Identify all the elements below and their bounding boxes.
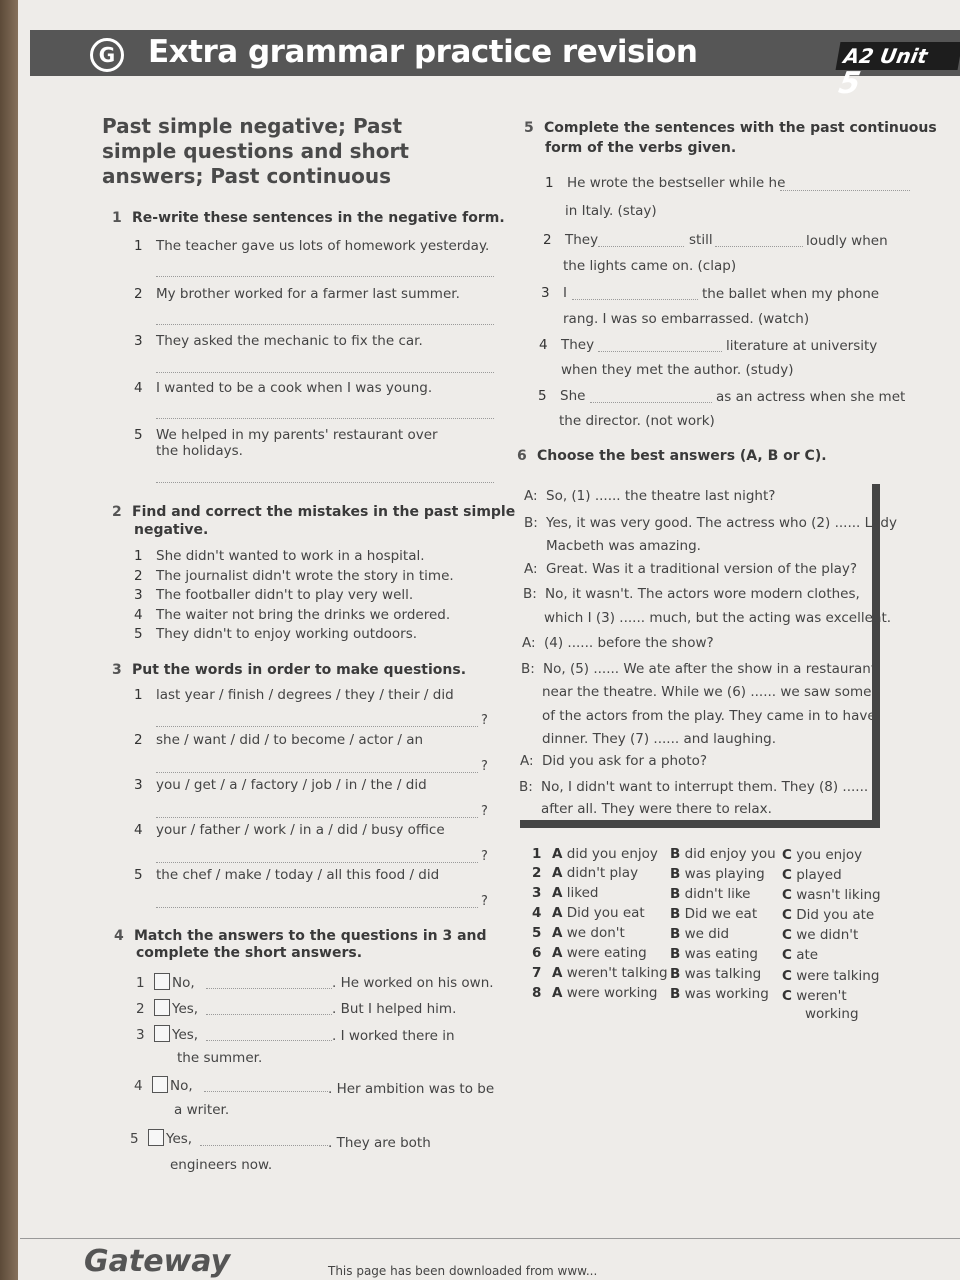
answer-line[interactable] xyxy=(156,817,478,818)
option-c[interactable]: C played xyxy=(782,867,842,883)
dialog-line: A: Did you ask for a photo? xyxy=(520,753,708,769)
ex5-item-tail: literature at university xyxy=(726,338,878,354)
ex3-instruction: Put the words in order to make questions. xyxy=(132,662,467,678)
options-row: 1 A did you enjoy xyxy=(532,846,658,862)
answer-line[interactable] xyxy=(156,324,494,325)
ex1-item-text: My brother worked for a farmer last summer. xyxy=(156,286,460,302)
dialog-line: A: So, (1) ...... the theatre last night? xyxy=(524,488,776,504)
ex4-item-tail: . I worked there in xyxy=(332,1028,455,1044)
unit-badge xyxy=(836,42,960,101)
ex3-item-text: the chef / make / today / all this food / did xyxy=(156,867,440,883)
option-c[interactable]: C were talking xyxy=(782,968,880,984)
options-row: 3 A liked xyxy=(532,885,599,901)
ex5-item-cont: rang. I was so embarrassed. (watch) xyxy=(563,311,810,327)
option-c[interactable]: C you enjoy xyxy=(782,847,863,863)
ex2-item: 3 The footballer didn't to play very well. xyxy=(134,587,414,603)
options-row: 4 A Did you eat xyxy=(532,905,645,921)
ex2-item-text: The waiter not bring the drinks we ordered. xyxy=(156,607,451,623)
ex2-item: 5 They didn't to enjoy working outdoors. xyxy=(134,626,418,642)
answer-line[interactable] xyxy=(200,1145,328,1146)
ex1-item: 3 They asked the mechanic to fix the car. xyxy=(134,333,423,349)
ex2-item: 4 The waiter not bring the drinks we ordered. xyxy=(134,607,451,623)
ex5-item: 2 They xyxy=(543,232,599,248)
option-c[interactable]: C ate xyxy=(782,947,819,963)
ex4-item-tail: . But I helped him. xyxy=(332,1001,457,1017)
answer-line[interactable] xyxy=(206,988,332,989)
ex4-item: 2 Yes, xyxy=(136,1001,199,1017)
options-row: 5 A we don't xyxy=(532,925,625,941)
ex6-heading xyxy=(517,448,827,465)
ex3-item-text: you / get / a / factory / job / in / the / did xyxy=(156,777,427,793)
ex4-instruction: Match the answers to the questions in 3 and xyxy=(134,928,487,944)
dialog-line: B: No, I didn't want to interrupt them. They (8) ...... xyxy=(519,779,869,795)
grammar-g-icon: G xyxy=(90,38,124,72)
ex4-item-cont: the summer. xyxy=(177,1050,263,1066)
ex2-heading-cont: negative. xyxy=(134,522,209,538)
ex1-item: 1 The teacher gave us lots of homework yesterday. xyxy=(134,238,490,254)
ex2-item: 1 She didn't wanted to work in a hospital. xyxy=(134,548,425,564)
option-c-cont: working xyxy=(805,1006,859,1022)
page-title: Extra grammar practice revision xyxy=(148,34,698,70)
option-c[interactable]: C wasn't liking xyxy=(782,887,881,903)
answer-line[interactable] xyxy=(156,418,494,419)
ex1-item: 5 We helped in my parents' restaurant over xyxy=(134,427,438,443)
ex4-heading xyxy=(114,928,487,945)
ex2-item-text: They didn't to enjoy working outdoors. xyxy=(156,626,418,642)
option-c[interactable]: C we didn't xyxy=(782,927,859,943)
option-b[interactable]: B was working xyxy=(670,986,769,1002)
option-c[interactable]: C weren't xyxy=(782,988,847,1004)
ex5-item-cont: the lights came on. (clap) xyxy=(563,258,737,274)
dialog-panel xyxy=(520,484,880,828)
ex6-instruction: Choose the best answers (A, B or C). xyxy=(537,448,827,464)
answer-line[interactable] xyxy=(156,372,494,373)
ex3-number: 3 xyxy=(112,662,122,678)
option-b[interactable]: B did enjoy you xyxy=(670,846,776,862)
answer-line[interactable] xyxy=(156,862,478,863)
ex5-item-cont: in Italy. (stay) xyxy=(565,203,657,219)
ex3-item: 4 your / father / work / in a / did / busy office xyxy=(134,822,445,838)
ex5-item: 3 I xyxy=(541,285,567,301)
ex1-instruction: Re-write these sentences in the negative form. xyxy=(132,210,505,226)
option-b[interactable]: B was playing xyxy=(670,866,765,882)
answer-line[interactable] xyxy=(598,246,684,247)
ex5-item-mid: still xyxy=(689,232,713,248)
footer-divider xyxy=(20,1238,960,1239)
answer-line[interactable] xyxy=(590,402,712,403)
answer-line[interactable] xyxy=(715,246,803,247)
dialog-line: of the actors from the play. They came in to have xyxy=(542,708,876,724)
answer-checkbox[interactable] xyxy=(154,1025,170,1042)
answer-line[interactable] xyxy=(780,190,910,191)
dialog-line: dinner. They (7) ...... and laughing. xyxy=(542,731,777,747)
option-b[interactable]: B we did xyxy=(670,926,730,942)
ex3-heading xyxy=(112,662,466,679)
ex4-item-tail: . He worked on his own. xyxy=(332,975,494,991)
ex3-item: 1 last year / finish / degrees / they / their / did xyxy=(134,687,454,703)
ex4-item: 4 No, xyxy=(134,1078,193,1094)
ex5-item: 5 She xyxy=(538,388,586,404)
ex4-item: 1 No, xyxy=(136,975,195,991)
ex6-number: 6 xyxy=(517,448,527,464)
dialog-line: Macbeth was amazing. xyxy=(546,538,701,554)
ex4-item-tail: . They are both xyxy=(328,1135,431,1151)
options-row: 8 A were working xyxy=(532,985,658,1001)
answer-line[interactable] xyxy=(156,772,478,773)
ex3-item: 5 the chef / make / today / all this food / did xyxy=(134,867,440,883)
ex3-item: 3 you / get / a / factory / job / in / the / did xyxy=(134,777,427,793)
answer-line[interactable] xyxy=(572,299,698,300)
answer-line[interactable] xyxy=(156,726,478,727)
question-mark: ? xyxy=(481,894,488,909)
answer-line[interactable] xyxy=(156,276,494,277)
option-b[interactable]: B was eating xyxy=(670,946,758,962)
ex2-heading xyxy=(112,504,515,521)
ex4-item-tail: . Her ambition was to be xyxy=(328,1081,495,1097)
ex1-heading xyxy=(112,210,505,227)
ex4-item-cont: a writer. xyxy=(174,1102,230,1118)
ex5-item-tail: as an actress when she met xyxy=(716,389,906,405)
ex1-item-cont: the holidays. xyxy=(156,443,243,459)
question-mark: ? xyxy=(481,849,488,864)
dialog-line: after all. They were there to relax. xyxy=(541,801,772,817)
option-b[interactable]: B Did we eat xyxy=(670,906,758,922)
answer-line[interactable] xyxy=(156,482,494,483)
ex1-item: 2 My brother worked for a farmer last summer. xyxy=(134,286,460,302)
answer-line[interactable] xyxy=(206,1040,332,1041)
answer-line[interactable] xyxy=(156,907,478,908)
ex5-item-tail: loudly when xyxy=(806,233,888,249)
ex1-item-text: The teacher gave us lots of homework yesterday. xyxy=(156,238,490,254)
ex2-item-text: She didn't wanted to work in a hospital. xyxy=(156,548,425,564)
ex1-item-text: I wanted to be a cook when I was young. xyxy=(156,380,433,396)
footer-note: This page has been downloaded from www... xyxy=(328,1264,598,1278)
ex5-number: 5 xyxy=(524,120,534,136)
ex3-item: 2 she / want / did / to become / actor / an xyxy=(134,732,424,748)
ex4-item-cont: engineers now. xyxy=(170,1157,273,1173)
ex3-item-text: your / father / work / in a / did / busy office xyxy=(156,822,445,838)
ex5-item-cont: the director. (not work) xyxy=(559,413,715,429)
question-mark: ? xyxy=(481,804,488,819)
ex5-heading xyxy=(524,120,937,137)
ex2-item-text: The footballer didn't to play very well. xyxy=(156,587,414,603)
ex5-item-cont: when they met the author. (study) xyxy=(561,362,794,378)
dialog-line: A: (4) ...... before the show? xyxy=(522,635,714,651)
option-b[interactable]: B didn't like xyxy=(670,886,751,902)
background-edge xyxy=(0,0,20,1280)
option-c[interactable]: C Did you ate xyxy=(782,907,875,923)
ex1-number: 1 xyxy=(112,210,122,226)
question-mark: ? xyxy=(481,713,488,728)
gateway-logo: Gateway xyxy=(84,1244,231,1279)
options-row: 6 A were eating xyxy=(532,945,647,961)
ex5-item-tail: the ballet when my phone xyxy=(702,286,880,302)
unit-number: 5 xyxy=(836,66,864,101)
answer-line[interactable] xyxy=(206,1014,332,1015)
answer-checkbox[interactable] xyxy=(154,999,170,1016)
dialog-line: which I (3) ...... much, but the acting was excellent. xyxy=(544,610,892,626)
option-b[interactable]: B was talking xyxy=(670,966,762,982)
ex4-number: 4 xyxy=(114,928,124,944)
ex3-item-text: she / want / did / to become / actor / an xyxy=(156,732,424,748)
ex1-item-text: We helped in my parents' restaurant over xyxy=(156,427,438,443)
unit-label: A2 Unit xyxy=(841,44,930,68)
ex2-instruction: Find and correct the mistakes in the past simple xyxy=(132,504,516,520)
ex5-instruction: Complete the sentences with the past continuous xyxy=(544,120,937,136)
dialog-line: B: No, (5) ...... We ate after the show in a restaurant xyxy=(521,661,877,677)
ex1-item-text: They asked the mechanic to fix the car. xyxy=(156,333,423,349)
options-row: 7 A weren't talking xyxy=(532,965,668,981)
ex5-heading-cont: form of the verbs given. xyxy=(545,140,737,156)
ex1-item: 4 I wanted to be a cook when I was young. xyxy=(134,380,433,396)
ex2-number: 2 xyxy=(112,504,122,520)
dialog-line: B: Yes, it was very good. The actress who (2) ...... Lady xyxy=(524,515,897,531)
ex2-item-text: The journalist didn't wrote the story in time. xyxy=(156,568,454,584)
ex5-item: 1 He wrote the bestseller while he xyxy=(545,175,786,191)
ex4-item: 5 Yes, xyxy=(130,1131,193,1147)
dialog-line: B: No, it wasn't. The actors wore modern clothes, xyxy=(523,586,860,602)
answer-checkbox[interactable] xyxy=(152,1076,168,1093)
ex3-item-text: last year / finish / degrees / they / their / did xyxy=(156,687,454,703)
answer-checkbox[interactable] xyxy=(148,1129,164,1146)
options-row: 2 A didn't play xyxy=(532,865,639,881)
dialog-line: near the theatre. While we (6) ...... we saw some xyxy=(542,684,872,700)
ex2-item: 2 The journalist didn't wrote the story in time. xyxy=(134,568,454,584)
answer-line[interactable] xyxy=(204,1091,328,1092)
answer-checkbox[interactable] xyxy=(154,973,170,990)
ex4-heading-cont: complete the short answers. xyxy=(136,945,363,961)
dialog-line: A: Great. Was it a traditional version of the play? xyxy=(524,561,857,577)
section-title: Past simple negative; Past simple questions and short answers; Past continuous xyxy=(102,114,409,188)
ex4-item: 3 Yes, xyxy=(136,1027,199,1043)
answer-line[interactable] xyxy=(598,351,722,352)
question-mark: ? xyxy=(481,759,488,774)
ex5-item: 4 They xyxy=(539,337,595,353)
